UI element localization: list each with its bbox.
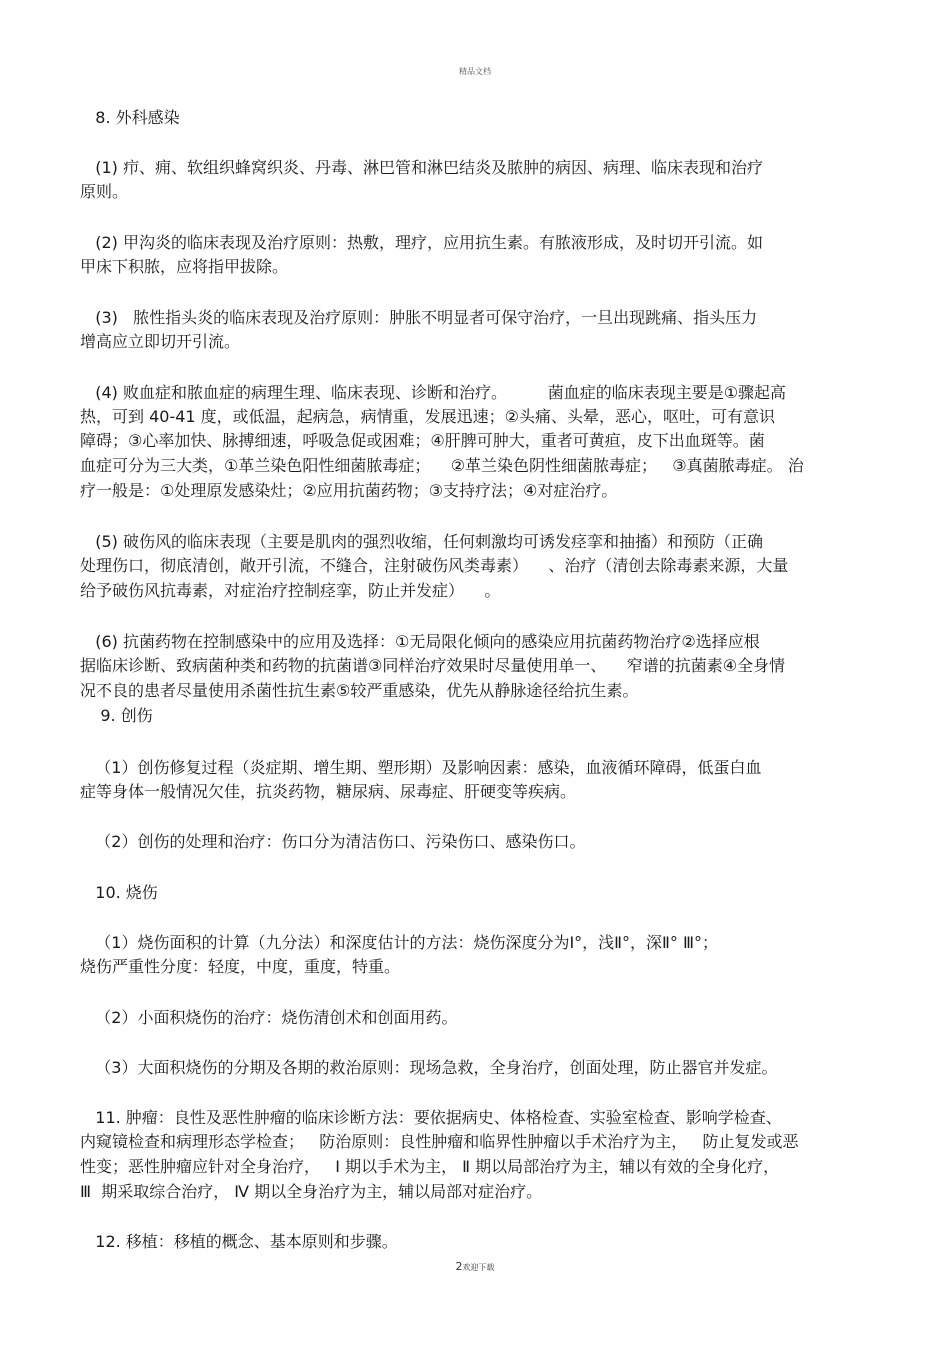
paragraph-line: 况不良的患者尽量使用杀菌性抗生素⑤较严重感染，优先从静脉途径给抗生素。 xyxy=(80,681,639,700)
paragraph-line: 障碍；③心率加快、脉搏细速，呼吸急促或困难；④肝脾可肿大，重者可黄疸，皮下出血斑等。菌 xyxy=(80,431,765,450)
paragraph-line: 给予破伤风抗毒素，对症治疗控制痉挛，防止并发症） 。 xyxy=(80,581,501,600)
heading-trauma: 9. 创伤 xyxy=(80,706,153,725)
paragraph-line: (4) 败血症和脓血症的病理生理、临床表现、诊断和治疗。 菌血症的临床表现主要是①骤起高 xyxy=(80,383,787,402)
page-number: 2 xyxy=(455,1260,463,1273)
heading-tumor: 11. 肿瘤：良性及恶性肿瘤的临床诊断方法：要依据病史、体格检查、实验室检查、影响学检查、 xyxy=(80,1108,782,1127)
footer-note: 欢迎下载 xyxy=(462,1263,495,1272)
paragraph-line: 据临床诊断、致病菌种类和药物的抗菌谱③同样治疗效果时尽量使用单一、 窄谱的抗菌素④全身情 xyxy=(80,656,786,675)
paragraph-line: 甲床下积脓，应将指甲拔除。 xyxy=(80,257,289,276)
paragraph-line: (2) 甲沟炎的临床表现及治疗原则：热敷，理疗，应用抗生素。有脓液形成，及时切开引流。如 xyxy=(80,233,764,252)
paragraph-line: （1）创伤修复过程（炎症期、增生期、塑形期）及影响因素：感染，血液循环障碍，低蛋白血 xyxy=(80,758,762,777)
paragraph-line: 热，可到 40-41 度，或低温，起病急，病情重，发展迅速；②头痛、头晕，恶心，呕吐，可有意识 xyxy=(80,407,776,426)
paragraph-line: 处理伤口，彻底清创，敞开引流，不缝合，注射破伤风类毒素） 、治疗（清创去除毒素来源，大量 xyxy=(80,556,789,575)
paragraph-line: (5) 破伤风的临床表现（主要是肌肉的强烈收缩，任何刺激均可诱发痉挛和抽搐）和预防（正确 xyxy=(80,532,764,551)
paragraph-line: （2）小面积烧伤的治疗：烧伤清创术和创面用药。 xyxy=(80,1008,458,1027)
paragraph-line: (6) 抗菌药物在控制感染中的应用及选择：①无局限化倾向的感染应用抗菌药物治疗②选择应根 xyxy=(80,632,760,651)
paragraph-line: （2）创伤的处理和治疗：伤口分为清洁伤口、污染伤口、感染伤口。 xyxy=(80,832,586,851)
paragraph-line: Ⅲ 期采取综合治疗， Ⅳ 期以全身治疗为主，辅以局部对症治疗。 xyxy=(80,1182,543,1201)
page-header: 精品文档 xyxy=(459,67,491,76)
heading-surgical-infection: 8. 外科感染 xyxy=(80,108,180,127)
paragraph-line: （3）大面积烧伤的分期及各期的救治原则：现场急救，全身治疗，创面处理，防止器官并发症。 xyxy=(80,1058,778,1077)
paragraph-line: 疗一般是：①处理原发感染灶；②应用抗菌药物；③支持疗法；④对症治疗。 xyxy=(80,481,618,500)
paragraph-line: 症等身体一般情况欠佳，抗炎药物，糖尿病、尿毒症、肝硬变等疾病。 xyxy=(80,782,577,801)
paragraph-line: 血症可分为三大类，①革兰染色阳性细菌脓毒症； ②革兰染色阴性细菌脓毒症； ③真菌脓毒症。 治 xyxy=(80,456,804,475)
paragraph-line: 增高应立即切开引流。 xyxy=(80,332,241,351)
paragraph-line: （1）烧伤面积的计算（九分法）和深度估计的方法：烧伤深度分为Ⅰ°，浅Ⅱ°，深Ⅱ° Ⅲ°； xyxy=(80,933,719,952)
paragraph-line: (1) 疖、痈、软组织蜂窝织炎、丹毒、淋巴管和淋巴结炎及脓肿的病因、病理、临床表现和治疗 xyxy=(80,158,764,177)
paragraph-line: 原则。 xyxy=(80,182,129,201)
paragraph-line: (3) 脓性指头炎的临床表现及治疗原则：肿胀不明显者可保守治疗，一旦出现跳痛、指头压力 xyxy=(80,308,758,327)
heading-burns: 10. 烧伤 xyxy=(80,883,158,902)
heading-transplant: 12. 移植：移植的概念、基本原则和步骤。 xyxy=(80,1232,398,1251)
paragraph-line: 内窥镜检查和病理形态学检查； 防治原则：良性肿瘤和临界性肿瘤以手术治疗为主， 防止复发或恶 xyxy=(80,1132,799,1151)
page-footer xyxy=(0,1260,950,1273)
paragraph-line: 烧伤严重性分度：轻度，中度，重度，特重。 xyxy=(80,957,401,976)
paragraph-line: 性变；恶性肿瘤应针对全身治疗， Ⅰ 期以手术为主， Ⅱ 期以局部治疗为主，辅以有效的全身化疗， xyxy=(80,1157,780,1176)
